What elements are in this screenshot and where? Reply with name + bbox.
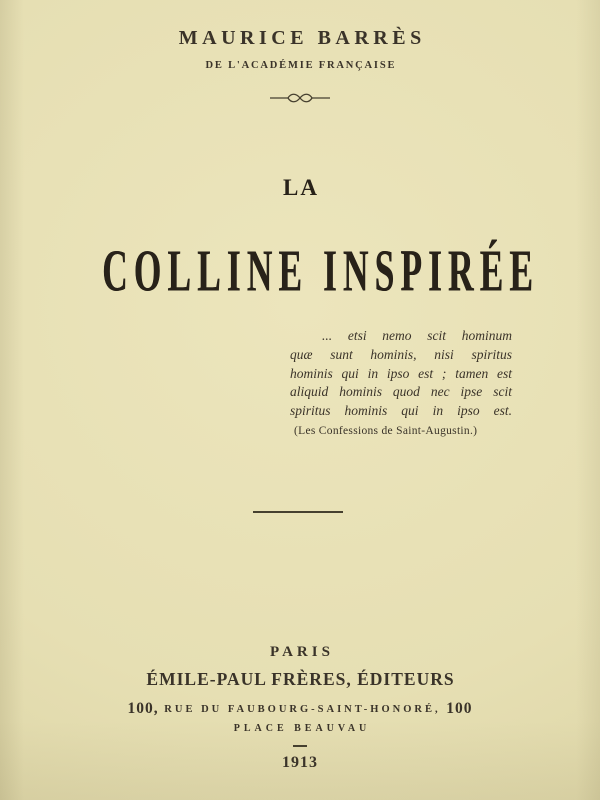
address-street: RUE DU FAUBOURG-SAINT-HONORÉ,: [164, 704, 441, 715]
book-title: COLLINE INSPIRÉE: [102, 238, 539, 305]
epigraph-line: hominis qui in ipso est ; tamen est: [290, 365, 512, 381]
braid-ornament-icon: [0, 91, 600, 109]
publisher-address: [0, 699, 600, 717]
epigraph-attribution: (Les Confessions de Saint-Augustin.): [294, 425, 478, 437]
epigraph-line: ... etsi nemo scit hominum: [322, 328, 512, 343]
address-number-right: 100: [446, 699, 473, 717]
year-dash-rule: [293, 745, 307, 747]
divider-rule: [253, 511, 343, 513]
epigraph-line: quæ sunt hominis, nisi spiritus: [290, 346, 512, 362]
publisher-name: ÉMILE-PAUL FRÈRES, ÉDITEURS: [146, 669, 455, 689]
author-affiliation: DE L'ACADÉMIE FRANÇAISE: [205, 60, 397, 71]
epigraph-quote: [290, 327, 512, 421]
epigraph-line: aliquid hominis quod nec ipse scit: [290, 384, 512, 400]
address-number-left: 100,: [127, 699, 159, 717]
publication-year: 1913: [282, 754, 318, 771]
publisher-address-line2: PLACE BEAUVAU: [233, 723, 371, 734]
title-article: LA: [283, 175, 319, 200]
epigraph-line: spiritus hominis qui in ipso est.: [290, 403, 512, 419]
publisher-city: PARIS: [270, 644, 334, 660]
author-name: MAURICE BARRÈS: [178, 27, 426, 49]
